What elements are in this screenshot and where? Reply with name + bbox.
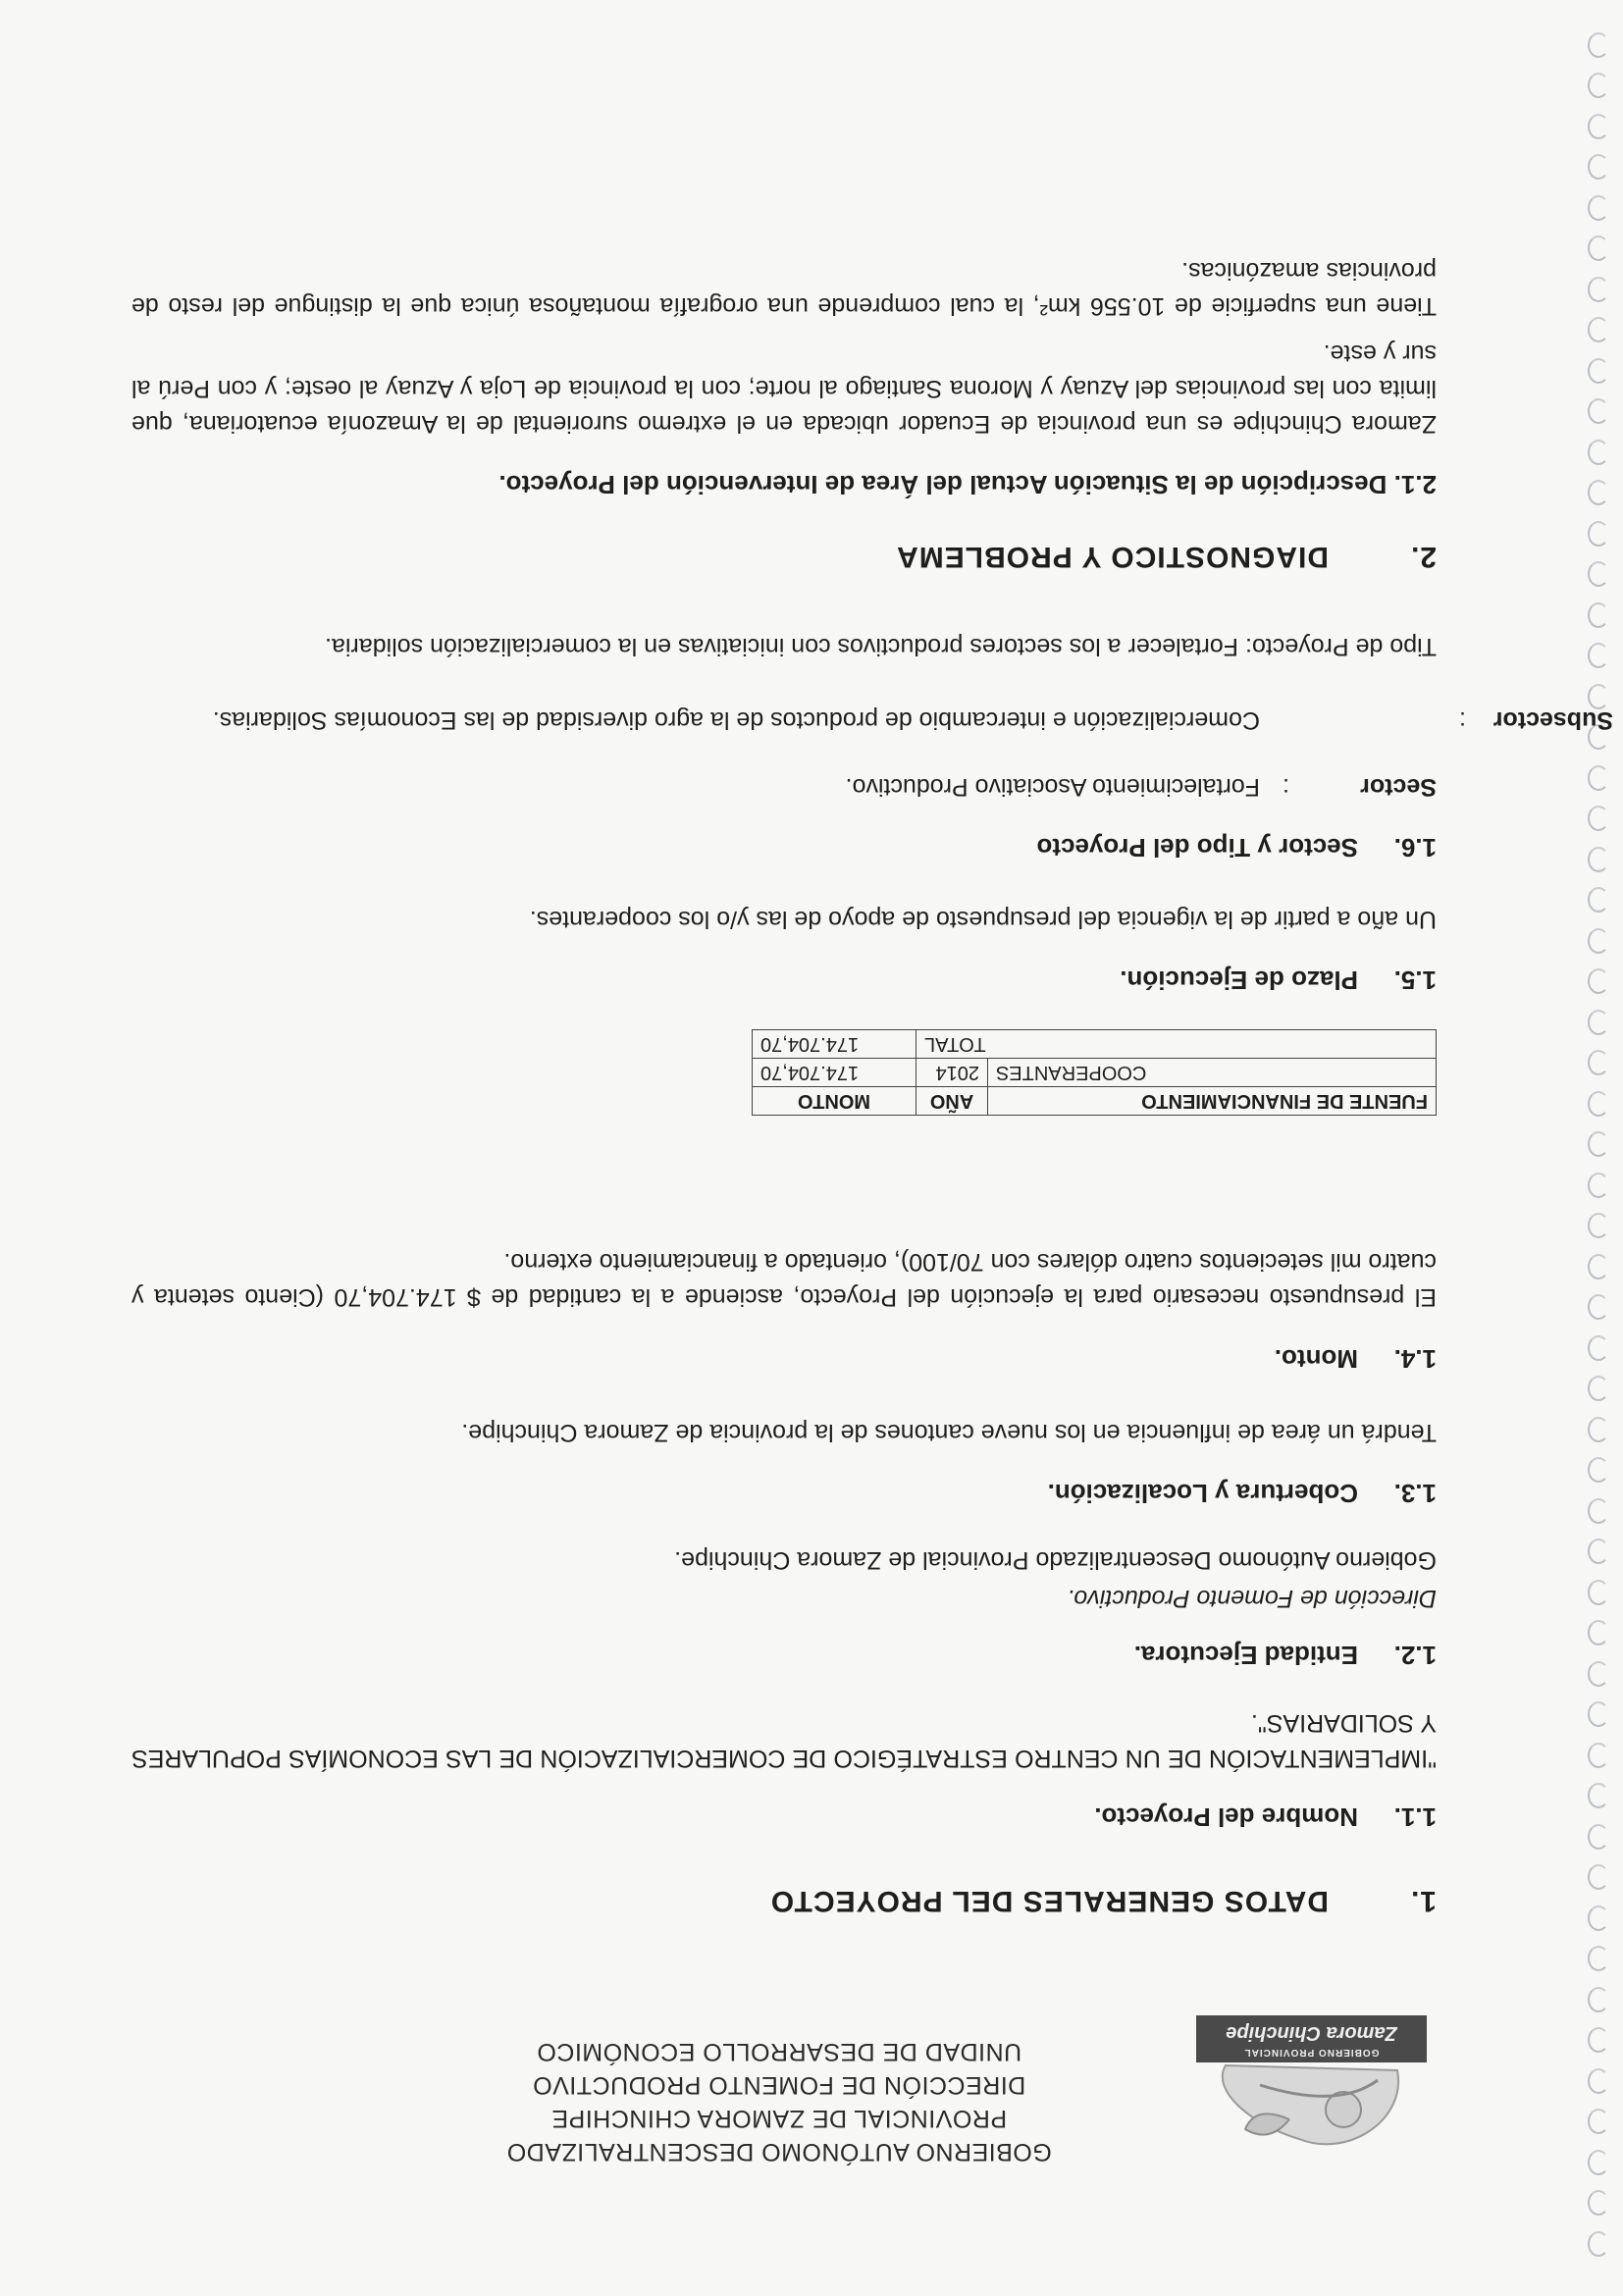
binding-hole	[1588, 1417, 1609, 1442]
binding-hole	[1588, 847, 1609, 872]
binding-hole	[1588, 1254, 1609, 1279]
binding-hole	[1588, 318, 1609, 343]
funding-amount-cell: 174.704,70	[753, 1059, 916, 1087]
table-row	[753, 1059, 1437, 1087]
binding-holes	[1578, 0, 1617, 2296]
binding-hole	[1588, 1784, 1609, 1809]
binding-hole	[1588, 1335, 1609, 1361]
org-line-1: GOBIERNO AUTÓNOMO DESCENTRALIZADO	[506, 2138, 1052, 2166]
executing-entity-line-1: Dirección de Fomento Productivo.	[1067, 1585, 1437, 1612]
logo-band-small-text: GOBIERNO PROVINCIAL	[1243, 2047, 1380, 2058]
subsection-1-3-title: Cobertura y Localización.	[1047, 1479, 1358, 1508]
amount-text: El presupuesto necesario para la ejecución del Proyecto, asciende a la cantidad de $ 174.704,70 (Ciento setenta y cuatro mil setecientos cuatro dólares con 70/100), orientado a financiamiento externo.	[131, 1248, 1437, 1311]
execution-term-text: Un año a partir de la vigencia del presupuesto de apoyo de las y/o los cooperantes.	[529, 906, 1437, 933]
funding-source-cell: COOPERANTES	[988, 1059, 1437, 1087]
project-type-label: Tipo de Proyecto:	[1244, 633, 1437, 660]
logo-band	[1196, 2015, 1427, 2062]
binding-hole	[1588, 1091, 1609, 1117]
binding-hole	[1588, 1580, 1609, 1605]
project-type-line	[131, 629, 1437, 664]
organization-lines	[387, 2035, 1172, 2168]
subsection-1-1-number: 1.1.	[1393, 1802, 1437, 1832]
coverage-text: Tendrá un área de influencia en los nueve cantones de la provincia de Zamora Chinchipe.	[461, 1419, 1437, 1446]
binding-hole	[1588, 602, 1609, 628]
binding-hole	[1588, 1051, 1609, 1076]
subsection-1-1-heading	[1094, 1800, 1437, 1835]
subsection-1-4-number: 1.4.	[1393, 1344, 1437, 1374]
subsection-1-5-number: 1.5.	[1393, 965, 1437, 995]
subsector-value: Comercialización e intercambio de productos de la agro diversidad de las Economías Solidarias.	[212, 706, 1260, 734]
table-row	[753, 1030, 1437, 1059]
org-line-4: UNIDAD DE DESARROLLO ECONÓMICO	[536, 2038, 1022, 2065]
binding-hole	[1588, 1010, 1609, 1035]
binding-hole	[1588, 114, 1609, 139]
binding-hole	[1588, 1702, 1609, 1728]
binding-hole	[1588, 1865, 1609, 1891]
subsection-1-2-number: 1.2.	[1393, 1641, 1437, 1670]
letterhead	[131, 1962, 1437, 2178]
binding-hole	[1588, 277, 1609, 302]
binding-hole	[1588, 1743, 1609, 1768]
subsection-1-5-heading	[1120, 963, 1437, 998]
org-line-3: DIRECCIÓN DE FOMENTO PRODUCTIVO	[532, 2071, 1026, 2099]
binding-hole	[1588, 481, 1609, 506]
binding-hole	[1588, 399, 1609, 425]
subsector-colon: :	[1459, 706, 1466, 734]
binding-hole	[1588, 888, 1609, 913]
binding-hole	[1588, 1498, 1609, 1524]
binding-hole	[1588, 74, 1609, 99]
binding-hole	[1588, 1539, 1609, 1565]
binding-hole	[1588, 1621, 1609, 1646]
binding-hole	[1588, 358, 1609, 384]
binding-hole	[1588, 1824, 1609, 1850]
binding-hole	[1588, 440, 1609, 465]
binding-hole	[1588, 155, 1609, 181]
binding-hole	[1588, 521, 1609, 547]
logo-band-title: Zamora Chinchipe	[1226, 2022, 1397, 2044]
org-line-2: PROVINCIAL DE ZAMORA CHINCHIPE	[550, 2105, 1008, 2132]
subsection-1-2-title: Entidad Ejecutora.	[1133, 1641, 1358, 1670]
binding-hole	[1588, 195, 1609, 221]
binding-hole	[1588, 562, 1609, 588]
binding-hole	[1588, 2231, 1609, 2257]
binding-hole	[1588, 2110, 1609, 2135]
subsection-1-1-title: Nombre del Proyecto.	[1094, 1802, 1358, 1832]
binding-hole	[1588, 1905, 1609, 1931]
binding-hole	[1588, 1295, 1609, 1321]
section-1-title: DATOS GENERALES DEL PROYECTO	[769, 1885, 1329, 1917]
binding-hole	[1588, 1661, 1609, 1687]
section-2-heading	[896, 539, 1437, 574]
funding-table-header-source: FUENTE DE FINANCIAMIENTO	[988, 1087, 1437, 1116]
binding-hole	[1588, 1214, 1609, 1239]
binding-hole	[1588, 969, 1609, 995]
binding-hole	[1588, 928, 1609, 954]
funding-table-header-year: AÑO	[916, 1087, 988, 1116]
binding-hole	[1588, 807, 1609, 832]
binding-hole	[1588, 1947, 1609, 1972]
sector-line	[131, 769, 1437, 805]
funding-total-label-cell: TOTAL	[916, 1030, 1437, 1059]
subsection-1-2-heading	[1134, 1638, 1437, 1673]
subsection-1-3-number: 1.3.	[1393, 1479, 1437, 1508]
project-type-value: Fortalecer a los sectores productivos con iniciativas en la comercialización solidaria.	[325, 633, 1239, 660]
binding-hole	[1588, 1173, 1609, 1198]
section-1-heading	[770, 1883, 1437, 1918]
subsection-1-4-title: Monto.	[1274, 1344, 1358, 1374]
binding-hole	[1588, 236, 1609, 262]
binding-hole	[1588, 2068, 1609, 2094]
binding-hole	[1588, 644, 1609, 669]
sector-value: Fortalecimiento Asociativo Productivo.	[845, 773, 1260, 801]
sector-label: Sector	[1360, 773, 1437, 801]
funding-year-cell: 2014	[916, 1059, 988, 1087]
binding-hole	[1588, 2150, 1609, 2175]
binding-hole	[1588, 2191, 1609, 2217]
binding-hole	[1588, 1987, 1609, 2012]
subsector-line	[131, 703, 1613, 738]
subsection-1-6-title: Sector y Tipo del Proyecto	[1036, 833, 1358, 862]
section-2-number: 2.	[1409, 541, 1437, 573]
situation-paragraph-2: Tiene una superficie de 10.556 km², la cual comprende una orografía montañosa única que la distingue del resto de provincias amazónicas.	[131, 257, 1437, 320]
funding-table-header-row	[753, 1087, 1437, 1116]
province-logo	[1191, 1982, 1437, 2178]
binding-hole	[1588, 1458, 1609, 1484]
project-name-text: "IMPLEMENTACIÓN DE UN CENTRO ESTRATÉGICO DE COMERCIALIZACIÓN DE LAS ECONOMÍAS POPULARES Y SOLIDARIAS".	[131, 1709, 1437, 1772]
funding-table-header-amount: MONTO	[753, 1087, 916, 1116]
funding-total-amount-cell: 174.704,70	[753, 1030, 916, 1059]
subsection-1-5-title: Plazo de Ejecución.	[1120, 965, 1358, 995]
subsection-1-6-number: 1.6.	[1393, 833, 1437, 862]
binding-hole	[1588, 1132, 1609, 1158]
subsection-1-3-heading	[1048, 1476, 1437, 1511]
section-1-number: 1.	[1409, 1885, 1437, 1917]
subsection-2-1-heading: 2.1. Descripción de la Situación Actual del Área de Intervención del Proyecto.	[498, 470, 1437, 499]
logo-emblem-icon	[1191, 1982, 1437, 2178]
binding-hole	[1588, 1377, 1609, 1402]
subsector-label: Subsector	[1492, 706, 1613, 734]
binding-hole	[1588, 2028, 1609, 2054]
sector-colon: :	[1283, 773, 1289, 801]
binding-hole	[1588, 32, 1609, 58]
subsection-1-4-heading	[1275, 1341, 1437, 1377]
section-2-title: DIAGNOSTICO Y PROBLEMA	[896, 541, 1329, 573]
executing-entity-line-2: Gobierno Autónomo Descentralizado Provincial de Zamora Chinchipe.	[674, 1546, 1437, 1574]
binding-hole	[1588, 765, 1609, 791]
situation-paragraph-1: Zamora Chinchipe es una provincia de Ecuador ubicada en el extremo suroriental de la Amazonía ecuatoriana, que limita con las provincias del Azuay y Morona Santiago al norte; con la provincia de Loja y Azuay al oeste; y con Perú al sur y este.	[131, 339, 1437, 438]
funding-table	[752, 1029, 1437, 1116]
subsection-1-6-heading	[1036, 830, 1437, 865]
